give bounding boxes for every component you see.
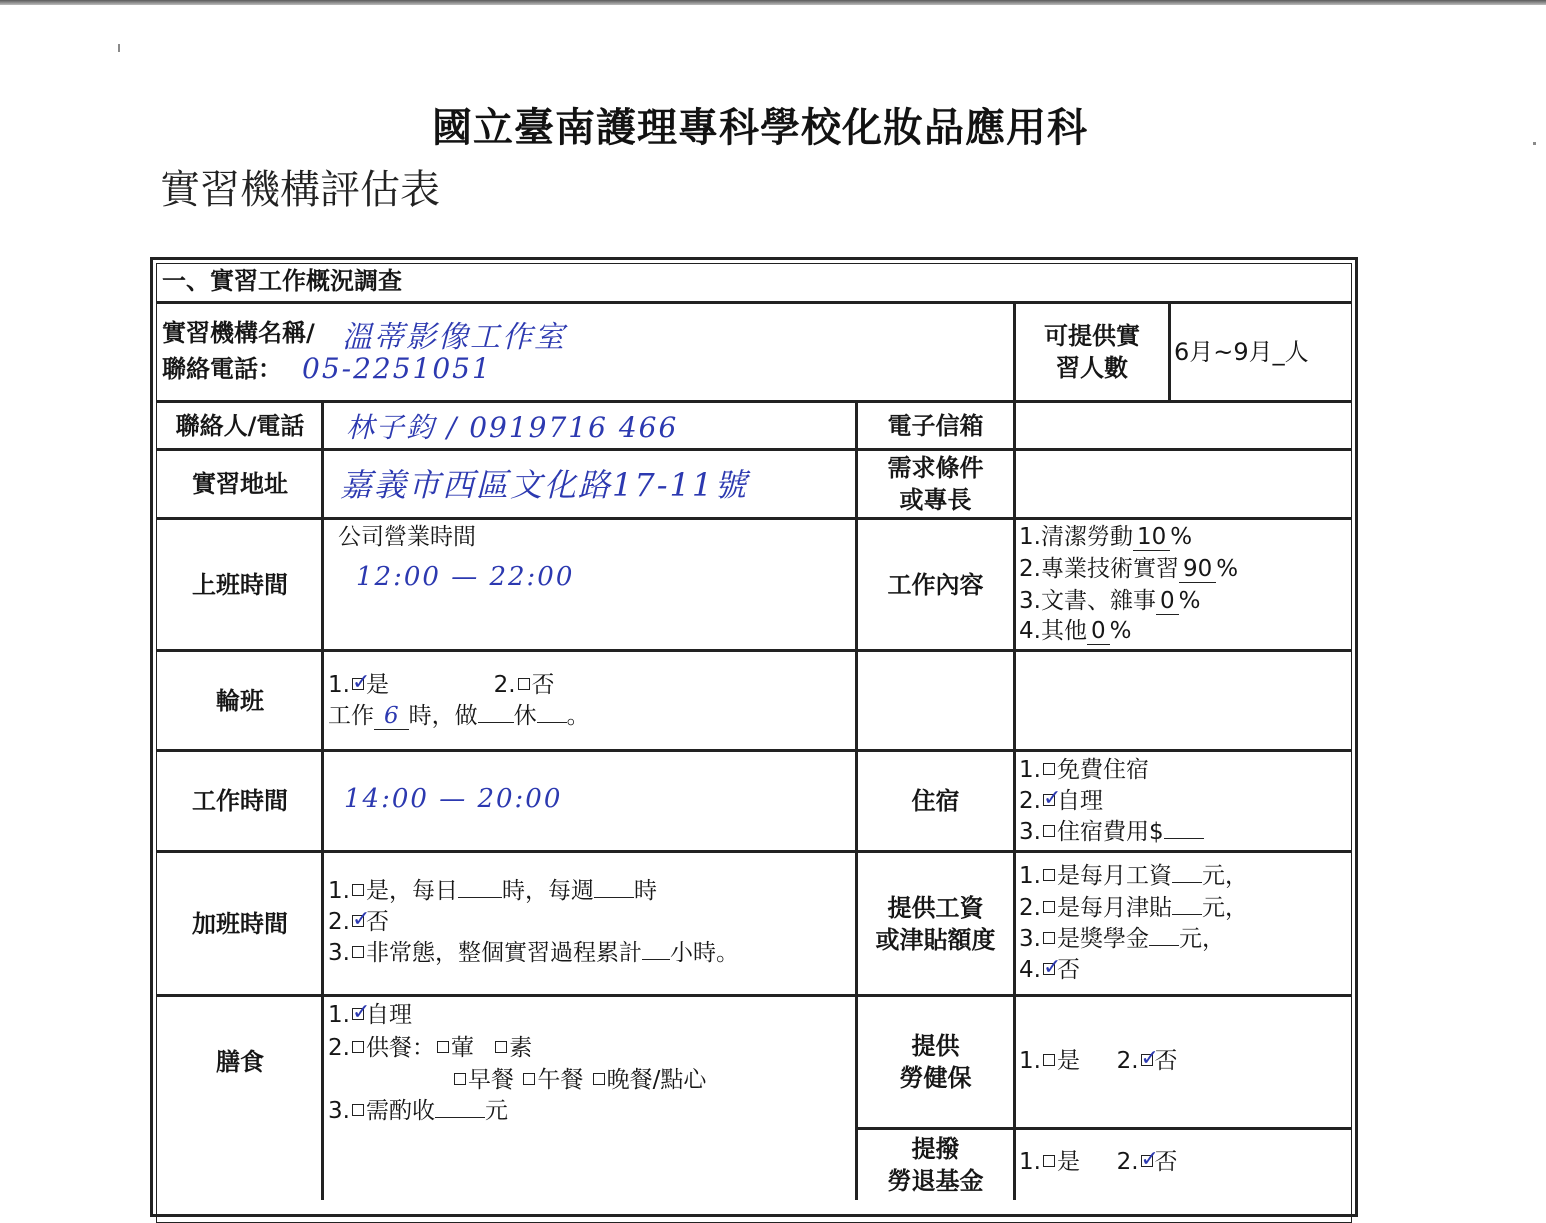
job-content-label: 工作內容 xyxy=(887,570,984,599)
overtime-label: 加班時間 xyxy=(192,909,288,938)
contact-value: 林子鈞 / 0919716 466 xyxy=(346,411,679,444)
phone-value: 05-2251051 xyxy=(302,352,492,385)
labor-insurance-yes-checkbox[interactable] xyxy=(1043,1054,1055,1066)
salary-scholarship-checkbox[interactable] xyxy=(1043,932,1055,944)
work-time-label: 工作時間 xyxy=(192,787,288,815)
overtime-irregular-checkbox[interactable] xyxy=(352,946,364,958)
col-divider xyxy=(321,400,324,1200)
meal-times: 早餐 午餐 晚餐/點心 xyxy=(452,1065,706,1096)
overtime-opt2: 2.✓ 否 xyxy=(328,907,389,938)
labor-insurance-label xyxy=(858,997,1013,1127)
meal-breakfast-checkbox[interactable] xyxy=(454,1073,466,1085)
email-label: 電子信箱 xyxy=(887,411,984,440)
lodging-label: 住宿 xyxy=(911,787,960,815)
row-divider xyxy=(156,749,1352,752)
shift-detail: 工作 6 時，做 休 。 xyxy=(328,703,590,729)
other-percent: 0 xyxy=(1087,618,1110,645)
shift-options: 1.✓ 是 2. 否 xyxy=(328,670,555,701)
row-divider xyxy=(156,517,1352,520)
lodging-opt3: 3. 住宿費用$ xyxy=(1019,817,1204,848)
overtime-opt3: 3. 非常態，整個實習過程累計 小時。 xyxy=(328,940,739,966)
job-content-clerical: 3.文書、雜事 0 % xyxy=(1019,588,1201,614)
meal-meat-checkbox[interactable] xyxy=(437,1041,449,1053)
labor-insurance-no-checkbox[interactable] xyxy=(1141,1054,1153,1066)
row-divider xyxy=(156,400,1352,403)
meal-provided-checkbox[interactable] xyxy=(352,1041,364,1053)
meal-opt2: 2. 供餐： 葷 素 xyxy=(328,1035,533,1061)
capacity-label-line1: 可提供實 xyxy=(1044,322,1140,350)
phone-label: 聯絡電話： xyxy=(162,355,282,383)
section-title: 一、實習工作概況調查 xyxy=(162,267,402,295)
row-divider xyxy=(156,850,1352,853)
labor-insurance-options: 1. 是 2.✓ 否 xyxy=(1019,1046,1178,1077)
meal-self-checkbox[interactable] xyxy=(352,1008,364,1020)
pension-no-checkbox[interactable] xyxy=(1141,1155,1153,1167)
meal-veg-checkbox[interactable] xyxy=(495,1041,507,1053)
salary-label xyxy=(858,853,1013,994)
cleaning-percent: 10 xyxy=(1133,524,1170,551)
requirement-label-line2: 或專長 xyxy=(899,486,972,514)
contact-label: 聯絡人/電話 xyxy=(175,411,305,440)
lodging-free-checkbox[interactable] xyxy=(1043,763,1055,775)
shift-no-checkbox[interactable] xyxy=(518,678,530,690)
job-content-practice: 2.專業技術實習 90 % xyxy=(1019,556,1239,582)
scan-speck xyxy=(1533,142,1536,145)
table-inner-border xyxy=(156,263,1352,1223)
meal-opt3: 3. 需酌收 元 xyxy=(328,1098,508,1124)
meal-opt1: 1.✓ 自理 xyxy=(328,1000,412,1031)
shift-yes-checkbox[interactable] xyxy=(352,678,364,690)
business-hours-label: 公司營業時間 xyxy=(338,524,476,550)
meal-dinner-checkbox[interactable] xyxy=(593,1073,605,1085)
org-name-label: 實習機構名稱/ xyxy=(162,319,315,347)
salary-allowance-checkbox[interactable] xyxy=(1043,901,1055,913)
pension-label-line1: 提撥 xyxy=(911,1135,960,1163)
lodging-opt2: 2.✓ 自理 xyxy=(1019,786,1103,817)
col-divider xyxy=(1168,301,1171,400)
scan-speck xyxy=(118,44,120,52)
pension-options: 1. 是 2.✓ 否 xyxy=(1019,1147,1178,1178)
salary-opt4: 4.✓ 否 xyxy=(1019,955,1080,986)
row-divider xyxy=(156,301,1352,304)
job-content-cleaning: 1.清潔勞動 10 % xyxy=(1019,524,1193,550)
meal-label: 膳食 xyxy=(216,1048,264,1076)
requirement-label-line1: 需求條件 xyxy=(887,454,984,482)
work-time-value: 14:00 — 20:00 xyxy=(344,784,563,814)
lodging-fee-checkbox[interactable] xyxy=(1043,825,1055,837)
salary-opt1: 1. 是每月工資 元， xyxy=(1019,863,1248,889)
overtime-no-checkbox[interactable] xyxy=(352,915,364,927)
shift-label: 輪班 xyxy=(216,686,264,715)
salary-none-checkbox[interactable] xyxy=(1043,963,1055,975)
capacity-label-line2: 習人數 xyxy=(1056,354,1128,382)
salary-label-line1: 提供工資 xyxy=(887,893,984,922)
salary-label-line2: 或津貼額度 xyxy=(875,925,996,954)
meal-fee-checkbox[interactable] xyxy=(352,1104,364,1116)
scan-edge xyxy=(0,0,1546,5)
practice-percent: 90 xyxy=(1179,556,1216,583)
labor-insurance-label-line2: 勞健保 xyxy=(899,1064,972,1092)
capacity-value: 6月~9月_人 xyxy=(1174,338,1309,366)
row-divider xyxy=(156,448,1352,451)
capacity-label xyxy=(1016,304,1168,400)
pension-label-line2: 勞退基金 xyxy=(887,1167,984,1195)
job-content-other: 4.其他 0 % xyxy=(1019,618,1132,644)
salary-opt3: 3. 是獎學金 元， xyxy=(1019,926,1225,952)
col-divider xyxy=(1013,301,1016,1200)
lodging-self-checkbox[interactable] xyxy=(1043,794,1055,806)
school-title: 國立臺南護理專科學校化妝品應用科 xyxy=(432,105,1088,151)
pension-label xyxy=(858,1130,1013,1200)
address-label: 實習地址 xyxy=(192,470,288,498)
salary-wage-checkbox[interactable] xyxy=(1043,869,1055,881)
shift-hours-value: 6 xyxy=(374,703,409,730)
work-hours-label: 上班時間 xyxy=(192,570,288,599)
overtime-opt1: 1. 是，每日 時，每週 時 xyxy=(328,878,657,904)
salary-opt2: 2. 是每月津貼 元， xyxy=(1019,895,1248,921)
form-title: 實習機構評估表 xyxy=(160,167,440,213)
row-divider xyxy=(156,994,1352,997)
meal-lunch-checkbox[interactable] xyxy=(523,1073,535,1085)
lodging-opt1: 1. 免費住宿 xyxy=(1019,757,1149,783)
pension-yes-checkbox[interactable] xyxy=(1043,1155,1055,1167)
clerical-percent: 0 xyxy=(1156,588,1179,615)
org-name-value: 溫蒂影像工作室 xyxy=(342,320,566,355)
row-divider xyxy=(156,649,1352,652)
overtime-yes-checkbox[interactable] xyxy=(352,884,364,896)
requirement-label xyxy=(858,451,1013,517)
labor-insurance-label-line1: 提供 xyxy=(911,1032,960,1060)
business-hours-value: 12:00 — 22:00 xyxy=(356,562,575,592)
address-value: 嘉義市西區文化路17-11號 xyxy=(340,466,749,504)
